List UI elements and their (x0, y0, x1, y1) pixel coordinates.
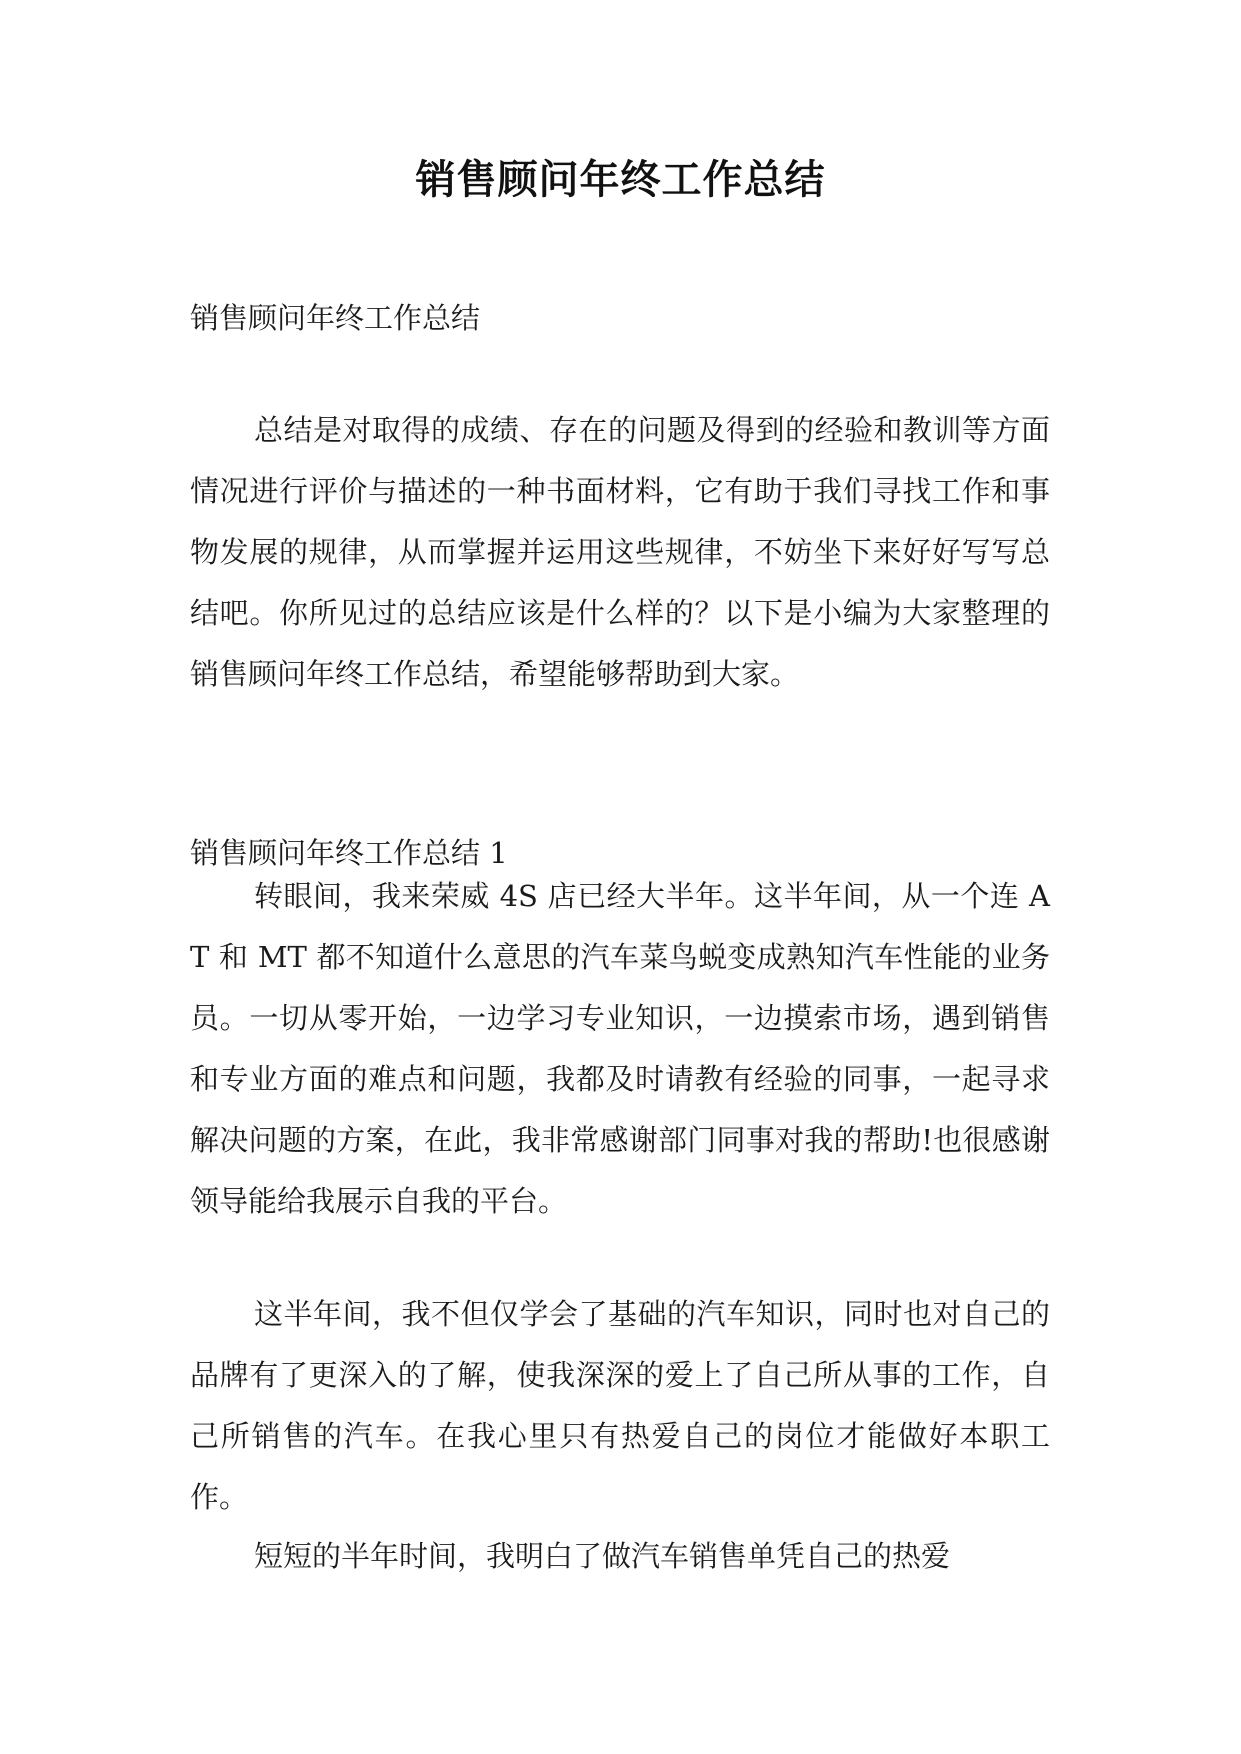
section-heading: 销售顾问年终工作总结 1 (190, 836, 508, 870)
document-subtitle: 销售顾问年终工作总结 (190, 301, 481, 335)
body-paragraph: 这半年间，我不但仅学会了基础的汽车知识，同时也对自己的品牌有了更深入的了解，使我深深的爱上了自己所从事的工作，自己所销售的汽车。在我心里只有热爱自己的岗位才能做好本职工作。 (190, 1297, 1050, 1514)
intro-paragraph: 总结是对取得的成绩、存在的问题及得到的经验和教训等方面情况进行评价与描述的一种书面材料，它有助于我们寻找工作和事物发展的规律，从而掌握并运用这些规律，不妨坐下来好好写写总结吧。你所见过的总结应该是什么样的？以下是小编为大家整理的销售顾问年终工作总结，希望能够帮助到大家。 (190, 413, 1050, 691)
body-paragraph: 短短的半年时间，我明白了做汽车销售单凭自己的热爱 (254, 1539, 951, 1573)
document-title: 销售顾问年终工作总结 (415, 157, 826, 203)
body-paragraph: 转眼间，我来荣威 4S 店已经大半年。这半年间，从一个连 AT 和 MT 都不知道什么意思的汽车菜鸟蜕变成熟知汽车性能的业务员。一切从零开始，一边学习专业知识，一边摸索市场，遇到销售和专业方面的难点和问题，我都及时请教有经验的同事，一起寻求解决问题的方案，在此，我非常感谢部门同事对我的帮助!也很感谢领导能给我展示自我的平台。 (190, 879, 1050, 1218)
